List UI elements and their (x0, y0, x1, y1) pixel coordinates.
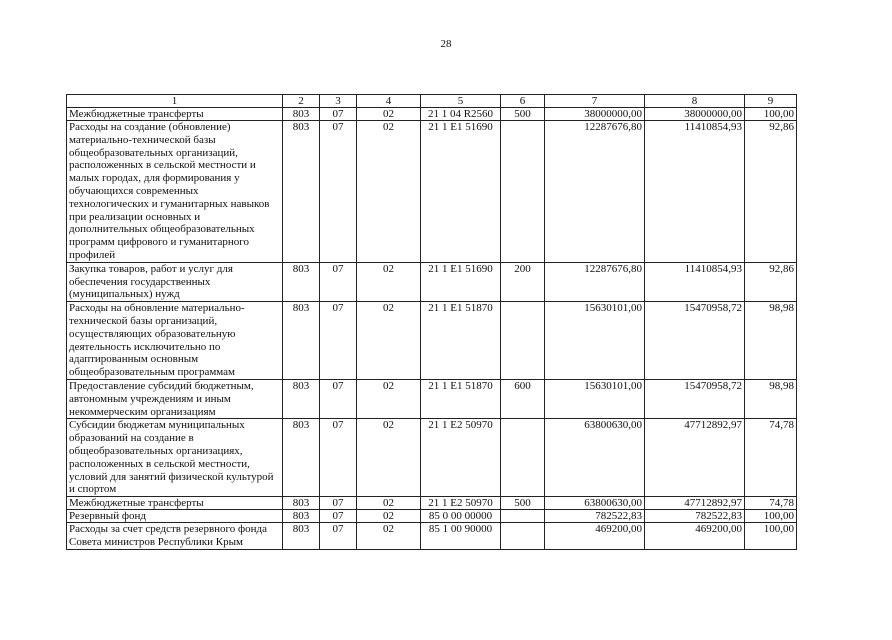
cell-subsection: 02 (357, 121, 421, 263)
cell-percent: 98,98 (745, 302, 797, 380)
cell-subsection: 02 (357, 510, 421, 523)
cell-section: 07 (320, 262, 357, 301)
cell-planned: 12287676,80 (545, 262, 645, 301)
cell-section: 07 (320, 510, 357, 523)
cell-percent: 100,00 (745, 108, 797, 121)
cell-executed: 38000000,00 (645, 108, 745, 121)
cell-code: 803 (283, 510, 320, 523)
table-row (67, 121, 797, 263)
column-header: 8 (645, 95, 745, 108)
column-header: 3 (320, 95, 357, 108)
cell-code: 803 (283, 108, 320, 121)
cell-section: 07 (320, 302, 357, 380)
cell-executed: 11410854,93 (645, 121, 745, 263)
column-header: 9 (745, 95, 797, 108)
cell-percent: 100,00 (745, 523, 797, 550)
budget-table (66, 94, 797, 550)
cell-planned: 469200,00 (545, 523, 645, 550)
cell-expense-type (501, 302, 545, 380)
column-header: 2 (283, 95, 320, 108)
table-row (67, 419, 797, 497)
cell-target-article: 21 1 E2 50970 (421, 497, 501, 510)
table-row (67, 302, 797, 380)
row-name: Расходы на обновление материально-технической базы организаций, осуществляющих образовательную деятельность исключительно по адаптированным основным общеобразовательным программам (67, 302, 283, 380)
table-row (67, 108, 797, 121)
cell-percent: 92,86 (745, 262, 797, 301)
cell-executed: 15470958,72 (645, 379, 745, 418)
cell-planned: 63800630,00 (545, 419, 645, 497)
cell-planned: 12287676,80 (545, 121, 645, 263)
column-header: 7 (545, 95, 645, 108)
table-row (67, 497, 797, 510)
cell-executed: 15470958,72 (645, 302, 745, 380)
cell-planned: 15630101,00 (545, 379, 645, 418)
row-name: Закупка товаров, работ и услуг для обеспечения государственных (муниципальных) нужд (67, 262, 283, 301)
cell-expense-type: 200 (501, 262, 545, 301)
cell-target-article: 21 1 E1 51690 (421, 262, 501, 301)
cell-planned: 15630101,00 (545, 302, 645, 380)
cell-expense-type: 500 (501, 108, 545, 121)
cell-subsection: 02 (357, 108, 421, 121)
table-row (67, 262, 797, 301)
page-number: 28 (440, 38, 452, 50)
cell-target-article: 21 1 E1 51690 (421, 121, 501, 263)
cell-code: 803 (283, 121, 320, 263)
cell-expense-type (501, 121, 545, 263)
cell-subsection: 02 (357, 379, 421, 418)
cell-executed: 47712892,97 (645, 497, 745, 510)
cell-code: 803 (283, 379, 320, 418)
cell-code: 803 (283, 497, 320, 510)
cell-expense-type (501, 419, 545, 497)
cell-executed: 782522,83 (645, 510, 745, 523)
cell-subsection: 02 (357, 523, 421, 550)
cell-subsection: 02 (357, 497, 421, 510)
row-name: Межбюджетные трансферты (67, 108, 283, 121)
cell-code: 803 (283, 419, 320, 497)
row-name: Предоставление субсидий бюджетным, автономным учреждениям и иным некоммерческим организациям (67, 379, 283, 418)
cell-executed: 469200,00 (645, 523, 745, 550)
cell-percent: 100,00 (745, 510, 797, 523)
cell-section: 07 (320, 419, 357, 497)
column-header: 5 (421, 95, 501, 108)
cell-percent: 98,98 (745, 379, 797, 418)
cell-subsection: 02 (357, 419, 421, 497)
cell-target-article: 21 1 E2 50970 (421, 419, 501, 497)
cell-target-article: 21 1 E1 51870 (421, 379, 501, 418)
cell-code: 803 (283, 302, 320, 380)
cell-section: 07 (320, 108, 357, 121)
cell-target-article: 21 1 04 R2560 (421, 108, 501, 121)
cell-section: 07 (320, 379, 357, 418)
row-name: Резервный фонд (67, 510, 283, 523)
cell-planned: 38000000,00 (545, 108, 645, 121)
cell-percent: 92,86 (745, 121, 797, 263)
row-name: Субсидии бюджетам муниципальных образований на создание в общеобразовательных организациях, расположенных в сельской местности, условий для занятий физической культурой и спортом (67, 419, 283, 497)
cell-executed: 11410854,93 (645, 262, 745, 301)
cell-code: 803 (283, 262, 320, 301)
row-name: Расходы за счет средств резервного фонда Совета министров Республики Крым (67, 523, 283, 550)
table-row (67, 523, 797, 550)
cell-code: 803 (283, 523, 320, 550)
cell-executed: 47712892,97 (645, 419, 745, 497)
cell-section: 07 (320, 523, 357, 550)
cell-planned: 63800630,00 (545, 497, 645, 510)
cell-subsection: 02 (357, 262, 421, 301)
cell-planned: 782522,83 (545, 510, 645, 523)
cell-target-article: 21 1 E1 51870 (421, 302, 501, 380)
cell-target-article: 85 0 00 00000 (421, 510, 501, 523)
column-header: 6 (501, 95, 545, 108)
cell-expense-type: 500 (501, 497, 545, 510)
cell-section: 07 (320, 497, 357, 510)
row-name: Расходы на создание (обновление) материально-технической базы общеобразовательных организаций, расположенных в сельской местности и малых городах, для формирования у обучающихся современных технологических и гуманитарных навыков при реализации основных и дополнительных общеобразовательных программ цифрового и гуманитарного профилей (67, 121, 283, 263)
cell-expense-type: 600 (501, 379, 545, 418)
header-row (67, 95, 797, 108)
cell-target-article: 85 1 00 90000 (421, 523, 501, 550)
cell-percent: 74,78 (745, 497, 797, 510)
cell-subsection: 02 (357, 302, 421, 380)
column-header: 4 (357, 95, 421, 108)
cell-section: 07 (320, 121, 357, 263)
table-row (67, 379, 797, 418)
column-header: 1 (67, 95, 283, 108)
row-name: Межбюджетные трансферты (67, 497, 283, 510)
table-row (67, 510, 797, 523)
cell-expense-type (501, 510, 545, 523)
cell-expense-type (501, 523, 545, 550)
cell-percent: 74,78 (745, 419, 797, 497)
